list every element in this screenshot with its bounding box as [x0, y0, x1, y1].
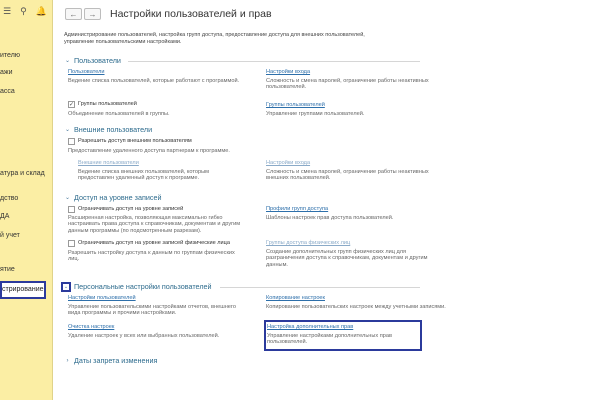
section-users-title: Пользователи	[74, 56, 121, 65]
sidebar-item[interactable]: асса	[0, 88, 15, 95]
users-link[interactable]: Пользователи	[68, 69, 105, 75]
person-access-desc: Разрешить настройку доступа к данным по группам физических лиц.	[68, 250, 235, 263]
record-access-checkbox-label: Ограничивать доступ на уровне записей	[78, 206, 184, 213]
user-groups-link[interactable]: Группы пользователей	[266, 102, 325, 108]
external-login-settings-desc: Сложность и смена паролей, ограничение работы неактивных внешних пользователей.	[266, 169, 429, 182]
login-settings-link[interactable]: Настройки входа	[266, 69, 311, 75]
section-records-title: Доступ на уровне записей	[74, 193, 162, 202]
forward-arrow-icon: →	[88, 9, 97, 19]
section-records-header[interactable]	[64, 193, 161, 202]
external-users-desc: Ведение списка внешних пользователей, которым предоставлен удаленный доступ к программе.	[78, 169, 210, 182]
person-access-checkbox[interactable]	[68, 240, 75, 247]
search-icon[interactable]: ⚲	[20, 5, 27, 16]
chevron-down-icon[interactable]: ⌄	[64, 195, 71, 201]
sidebar-item[interactable]: ителю	[0, 52, 21, 59]
login-settings-desc: Сложность и смена паролей, ограничение работы неактивных пользователей.	[266, 78, 429, 91]
clear-settings-link[interactable]: Очистка настроек	[68, 324, 115, 330]
user-groups-checkbox[interactable]: ✓	[68, 101, 75, 108]
chevron-right-icon[interactable]: ›	[66, 357, 69, 364]
user-groups-right-desc: Управление группами пользователей.	[266, 111, 365, 117]
users-desc: Ведение списка пользователей, которые работают с программой.	[68, 78, 240, 84]
sidebar-toolbar	[0, 0, 52, 22]
sidebar-item[interactable]: ажи	[0, 69, 13, 76]
person-access-groups-desc: Создание дополнительных групп физических лиц для разграничения доступа к справочникам, документам и другим данным.	[266, 249, 428, 268]
section-external-header[interactable]	[64, 125, 152, 134]
section-divider	[128, 61, 420, 62]
access-group-profiles-desc: Шаблоны настроек прав доступа пользователей.	[266, 215, 394, 221]
section-personal-header[interactable]	[61, 282, 212, 291]
person-access-checkbox-label: Ограничивать доступ на уровне записей физические лица	[78, 240, 231, 247]
section-users-header[interactable]	[64, 56, 121, 65]
back-arrow-icon: ←	[69, 9, 78, 19]
section-external-title: Внешние пользователи	[74, 125, 153, 134]
forward-button[interactable]	[84, 8, 101, 20]
sidebar	[0, 0, 53, 400]
person-access-groups-link[interactable]: Группы доступа физических лиц	[266, 240, 351, 246]
page-title: Настройки пользователей и прав	[110, 8, 272, 20]
record-access-checkbox[interactable]	[68, 206, 75, 213]
chevron-down-icon[interactable]: ⌄	[64, 58, 71, 64]
sidebar-item[interactable]: й учет	[0, 232, 20, 239]
additional-rights-link[interactable]: Настройка дополнительных прав	[267, 324, 354, 330]
back-button[interactable]	[65, 8, 82, 20]
clear-settings-desc: Удаление настроек у всех или выбранных пользователей.	[68, 333, 220, 339]
section-divider	[220, 287, 420, 288]
sidebar-item[interactable]: атура и склад	[0, 170, 45, 177]
external-login-settings-link[interactable]: Настройки входа	[266, 160, 311, 166]
person-access-checkbox-row[interactable]	[68, 240, 230, 247]
external-access-desc: Предоставление удаленного доступа партнерам к программе.	[68, 148, 230, 154]
section-personal-title: Персональные настройки пользователей	[74, 282, 212, 291]
additional-rights-desc: Управление настройками дополнительных прав пользователей.	[267, 333, 392, 346]
highlight-box	[264, 320, 422, 351]
user-groups-checkbox-label: Группы пользователей	[78, 101, 137, 108]
bell-icon[interactable]: 🔔	[35, 5, 47, 16]
chevron-down-icon[interactable]: ⌄	[64, 127, 71, 133]
user-groups-desc: Объединение пользователей в группы.	[68, 111, 170, 117]
page-description: Администрирование пользователей, настройка групп доступа, предоставление доступа для внешних пользователей, управление пользовательскими настройками.	[64, 32, 365, 45]
external-access-checkbox[interactable]	[68, 138, 75, 145]
menu-icon[interactable]: ☰	[3, 5, 12, 16]
user-settings-desc: Управление пользовательскими настройками отчетов, внешнего вида программы и прочими настройками.	[68, 304, 236, 317]
external-users-link[interactable]: Внешние пользователи	[78, 160, 139, 166]
user-groups-checkbox-row[interactable]	[68, 101, 137, 108]
access-group-profiles-link[interactable]: Профили групп доступа	[266, 206, 329, 212]
user-settings-link[interactable]: Настройки пользователей	[68, 295, 136, 301]
record-access-desc: Расширенная настройка, позволяющая максимально гибко настраивать права доступа к справочникам, документам и другим данным программы (по подсмотренным разрезам).	[68, 215, 241, 234]
external-access-checkbox-row[interactable]	[68, 138, 192, 145]
chevron-down-icon[interactable]: ⌄	[61, 282, 71, 292]
copy-settings-link[interactable]: Копирование настроек	[266, 295, 325, 301]
external-access-checkbox-label: Разрешить доступ внешним пользователям	[78, 138, 192, 145]
copy-settings-desc: Копирование пользовательских настроек между учетными записями.	[266, 304, 446, 310]
sidebar-item[interactable]: дство	[0, 195, 19, 202]
sidebar-item[interactable]: ДА	[0, 213, 10, 220]
sidebar-item[interactable]: стрирование	[0, 281, 46, 299]
sidebar-item[interactable]: ятие	[0, 266, 15, 273]
record-access-checkbox-row[interactable]	[68, 206, 183, 213]
section-dates-header[interactable]	[64, 356, 157, 365]
section-dates-title: Даты запрета изменения	[74, 356, 158, 365]
